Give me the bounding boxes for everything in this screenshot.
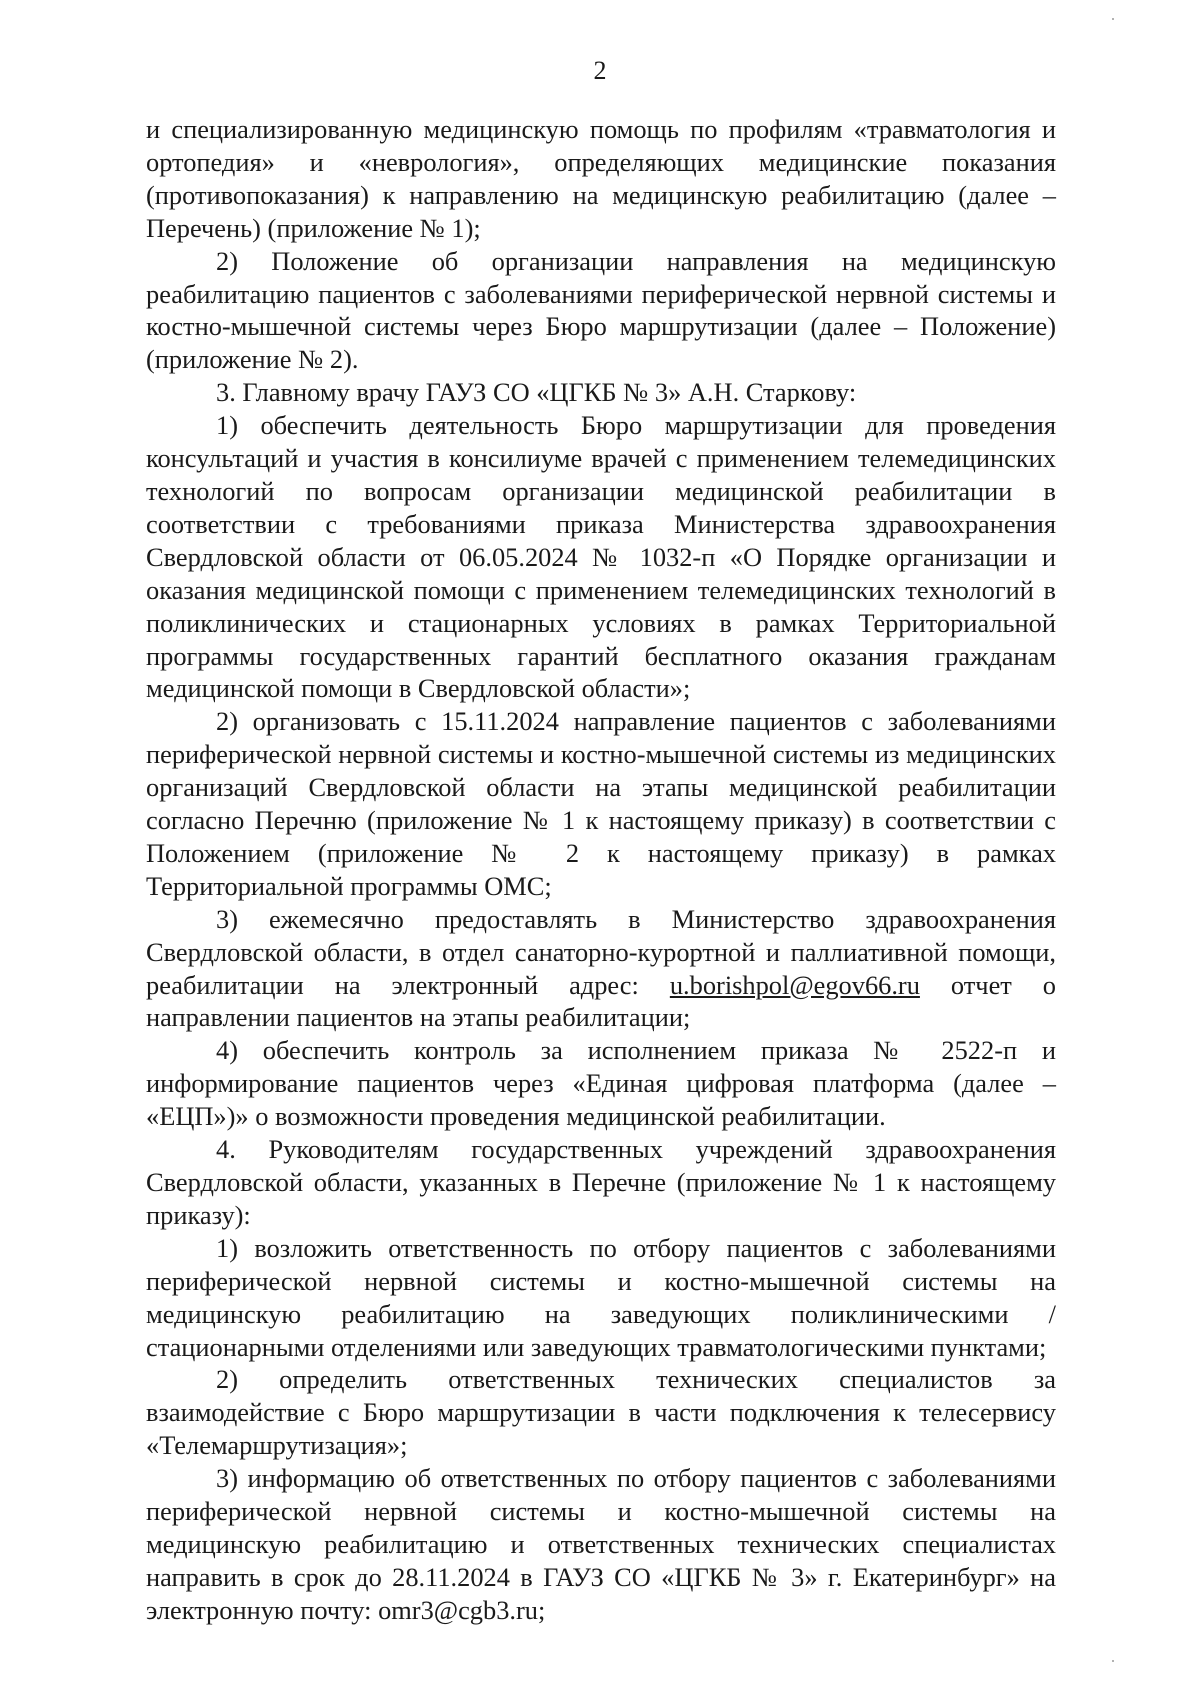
paragraph-item-2-regulation: 2) Положение об организации направления на медицинскую реабилитацию пациентов с заболеваниями периферической нервной системы и костно-мышечной системы через Бюро маршрутизации (далее – Положение) (приложение № 2). xyxy=(146,245,1056,375)
report-text-before: 3) ежемесячно предоставлять в Министерство здравоохранения Свердловской области, в отдел санаторно-курортной и паллиативной помощи, реабилитации на электронный адрес: xyxy=(146,903,1056,1000)
paragraph-section-3-heading: 3. Главному врачу ГАУЗ СО «ЦГКБ № 3» А.Н. Старкову: xyxy=(216,377,857,408)
report-text-after: отчет о направлении пациентов на этапы реабилитации; xyxy=(146,969,1056,1033)
paragraph-3-4-control: 4) обеспечить контроль за исполнением приказа № 2522-п и информирование пациентов через «Единая цифровая платформа (далее – «ЕЦП»)» о возможности проведения медицинской реабилитации. xyxy=(146,1035,1056,1132)
scan-speck xyxy=(1112,18,1114,20)
paragraph-3-1-routing-bureau: 1) обеспечить деятельность Бюро маршрутизации для проведения консультаций и участия в консилиуме врачей с применением телемедицинских технологий по вопросам организации медицинской реабилитации в соответствии с требованиями приказа Министерства здравоохранения Свердловской области от 06.05.2024 № 1032-п «О Порядке организации и оказания медицинской помощи с применением телемедицинских технологий в поликлинических и стационарных условиях в рамках Территориальной программы государственных гарантий бесплатного оказания гражданам медицинской помощи в Свердловской области»; xyxy=(146,410,1056,704)
scan-speck xyxy=(1112,1660,1114,1662)
document-body xyxy=(146,113,1056,1627)
page-number: 2 xyxy=(593,56,607,85)
paragraph-3-3-monthly-report xyxy=(146,903,1056,1035)
paragraph-4-1-responsibility: 1) возложить ответственность по отбору пациентов с заболеваниями периферической нервной системы и костно-мышечной системы на медицинскую реабилитацию на заведующих поликлиническими / стационарными отделениями или заведующих травматологическими пунктами; xyxy=(146,1232,1056,1362)
report-email-link[interactable]: u.borishpol@egov66.ru xyxy=(669,969,920,1000)
paragraph-4-2-technical-specialists: 2) определить ответственных технических специалистов за взаимодействие с Бюро маршрутизации в части подключения к телесервису «Телемаршрутизация»; xyxy=(146,1364,1056,1461)
paragraph-list-continuation: и специализированную медицинскую помощь по профилям «травматология и ортопедия» и «неврология», определяющих медицинские показания (противопоказания) к направлению на медицинскую реабилитацию (далее – Перечень) (приложение № 1); xyxy=(146,114,1056,243)
paragraph-section-4-heading: 4. Руководителям государственных учреждений здравоохранения Свердловской области, указанных в Перечне (приложение № 1 к настоящему приказу): xyxy=(146,1134,1056,1230)
paragraph-3-2-patient-referral: 2) организовать с 15.11.2024 направление пациентов с заболеваниями периферической нервной системы и костно-мышечной системы из медицинских организаций Свердловской области на этапы медицинской реабилитации согласно Перечню (приложение № 1 к настоящему приказу) в соответствии с Положением (приложение № 2 к настоящему приказу) в рамках Территориальной программы ОМС; xyxy=(146,706,1056,901)
paragraph-4-3-information-submission: 3) информацию об ответственных по отбору пациентов с заболеваниями периферической нервной системы и костно-мышечной системы на медицинскую реабилитацию и ответственных технических специалистах направить в срок до 28.11.2024 в ГАУЗ СО «ЦГКБ № 3» г. Екатеринбург» на электронную почту: omr3@cgb3.ru; xyxy=(146,1463,1056,1625)
